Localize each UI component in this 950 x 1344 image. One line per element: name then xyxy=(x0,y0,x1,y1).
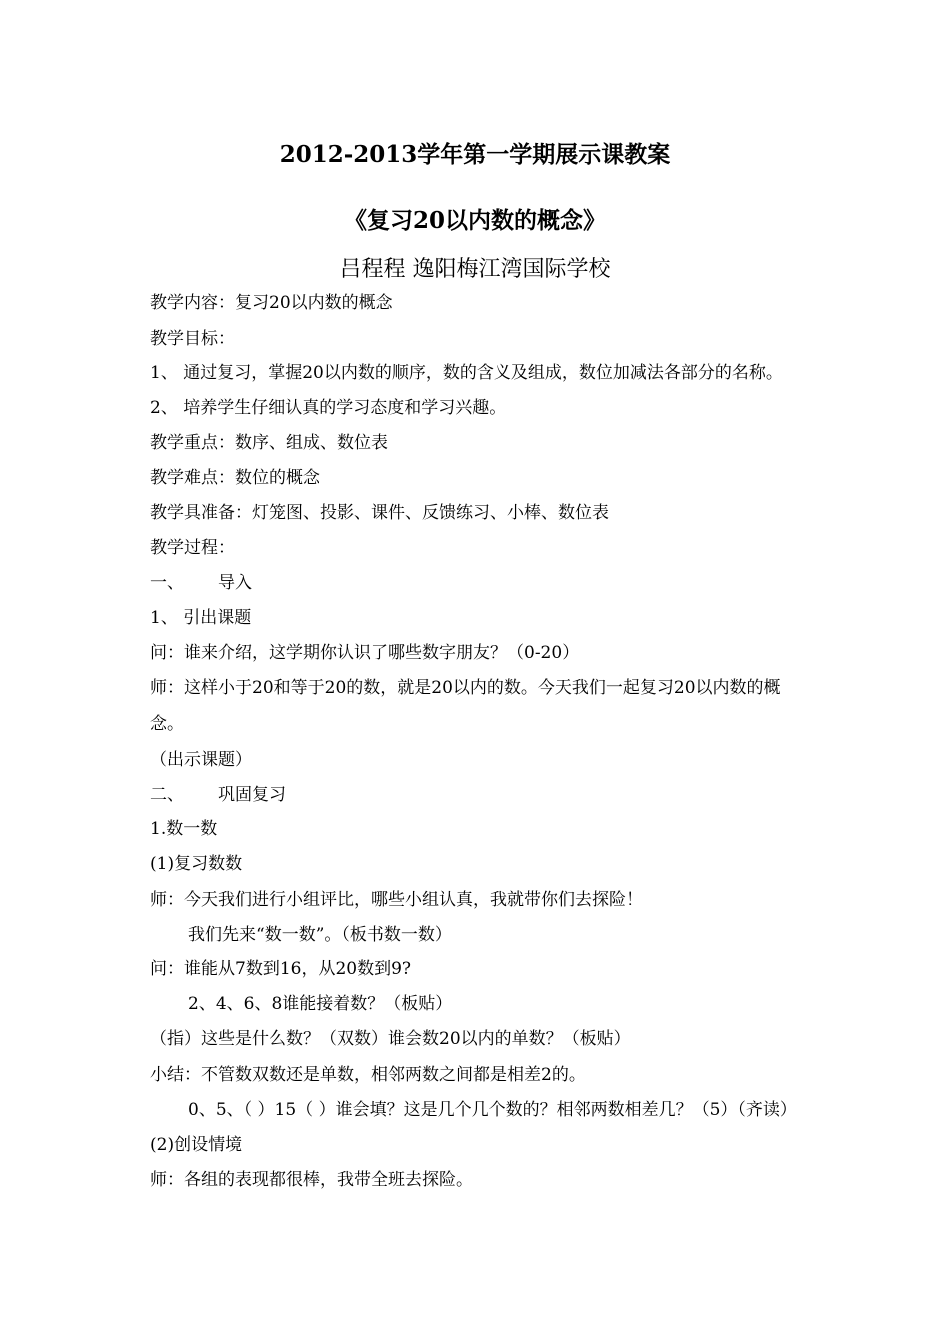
teaching-content: 教学内容：复习20以内数的概念 xyxy=(150,293,393,313)
question-line: 问：谁来介绍，这学期你认识了哪些数字朋友？（0-20） xyxy=(150,643,580,663)
question-line: 问：谁能从7数到16，从20数到9? xyxy=(150,959,412,979)
author-line: 吕程程 逸阳梅江湾国际学校 xyxy=(339,257,611,282)
teacher-line-continued: 念。 xyxy=(150,714,184,734)
step-1-heading: 1、 引出课题 xyxy=(150,608,252,628)
teacher-line-indent: 我们先来“数一数”。（板书数一数） xyxy=(188,925,452,945)
section-1-number: 一、 xyxy=(150,573,184,593)
section-2-number: 二、 xyxy=(150,785,184,805)
section-2-heading xyxy=(150,784,286,806)
teaching-focus: 教学重点：数序、组成、数位表 xyxy=(150,433,388,453)
teacher-line: 师：今天我们进行小组评比，哪些小组认真，我就带你们去探险！ xyxy=(150,890,643,910)
document-subtitle: 《复习20以内数的概念》 xyxy=(343,207,606,234)
subsection-scenario: (2)创设情境 xyxy=(150,1135,243,1155)
summary-line: 小结：不管数双数还是单数，相邻两数之间都是相差2的。 xyxy=(150,1065,586,1085)
section-1-heading xyxy=(150,572,252,594)
even-numbers-line: 2、4、6、8谁能接着数？（板贴） xyxy=(188,994,453,1014)
subsection-review-counting: (1)复习数数 xyxy=(150,854,243,874)
section-1-title: 导入 xyxy=(218,573,252,593)
subsection-count: 1.数一数 xyxy=(150,819,218,839)
fill-in-line: 0、5、（ ）15（ ）谁会填？这是几个几个数的？相邻两数相差几？（5）（齐读） xyxy=(188,1100,797,1120)
teaching-materials: 教学具准备：灯笼图、投影、课件、反馈练习、小棒、数位表 xyxy=(150,503,609,523)
document-title: 2012-2013学年第一学期展示课教案 xyxy=(279,141,671,168)
teaching-goals-heading: 教学目标： xyxy=(150,329,235,349)
teacher-line: 师：各组的表现都很棒，我带全班去探险。 xyxy=(150,1170,473,1190)
teacher-line: 师：这样小于20和等于20的数，就是20以内的数。今天我们一起复习20以内数的概 xyxy=(150,678,781,698)
section-2-title: 巩固复习 xyxy=(218,785,286,805)
teaching-difficulty: 教学难点：数位的概念 xyxy=(150,468,320,488)
goal-2: 2、 培养学生仔细认真的学习态度和学习兴趣。 xyxy=(150,398,507,418)
goal-1: 1、 通过复习，掌握20以内数的顺序，数的含义及组成，数位加减法各部分的名称。 xyxy=(150,363,783,383)
teaching-process-heading: 教学过程： xyxy=(150,538,235,558)
odd-numbers-line: （指）这些是什么数？（双数）谁会数20以内的单数？（板贴） xyxy=(150,1029,631,1049)
show-topic-note: （出示课题） xyxy=(150,750,252,770)
